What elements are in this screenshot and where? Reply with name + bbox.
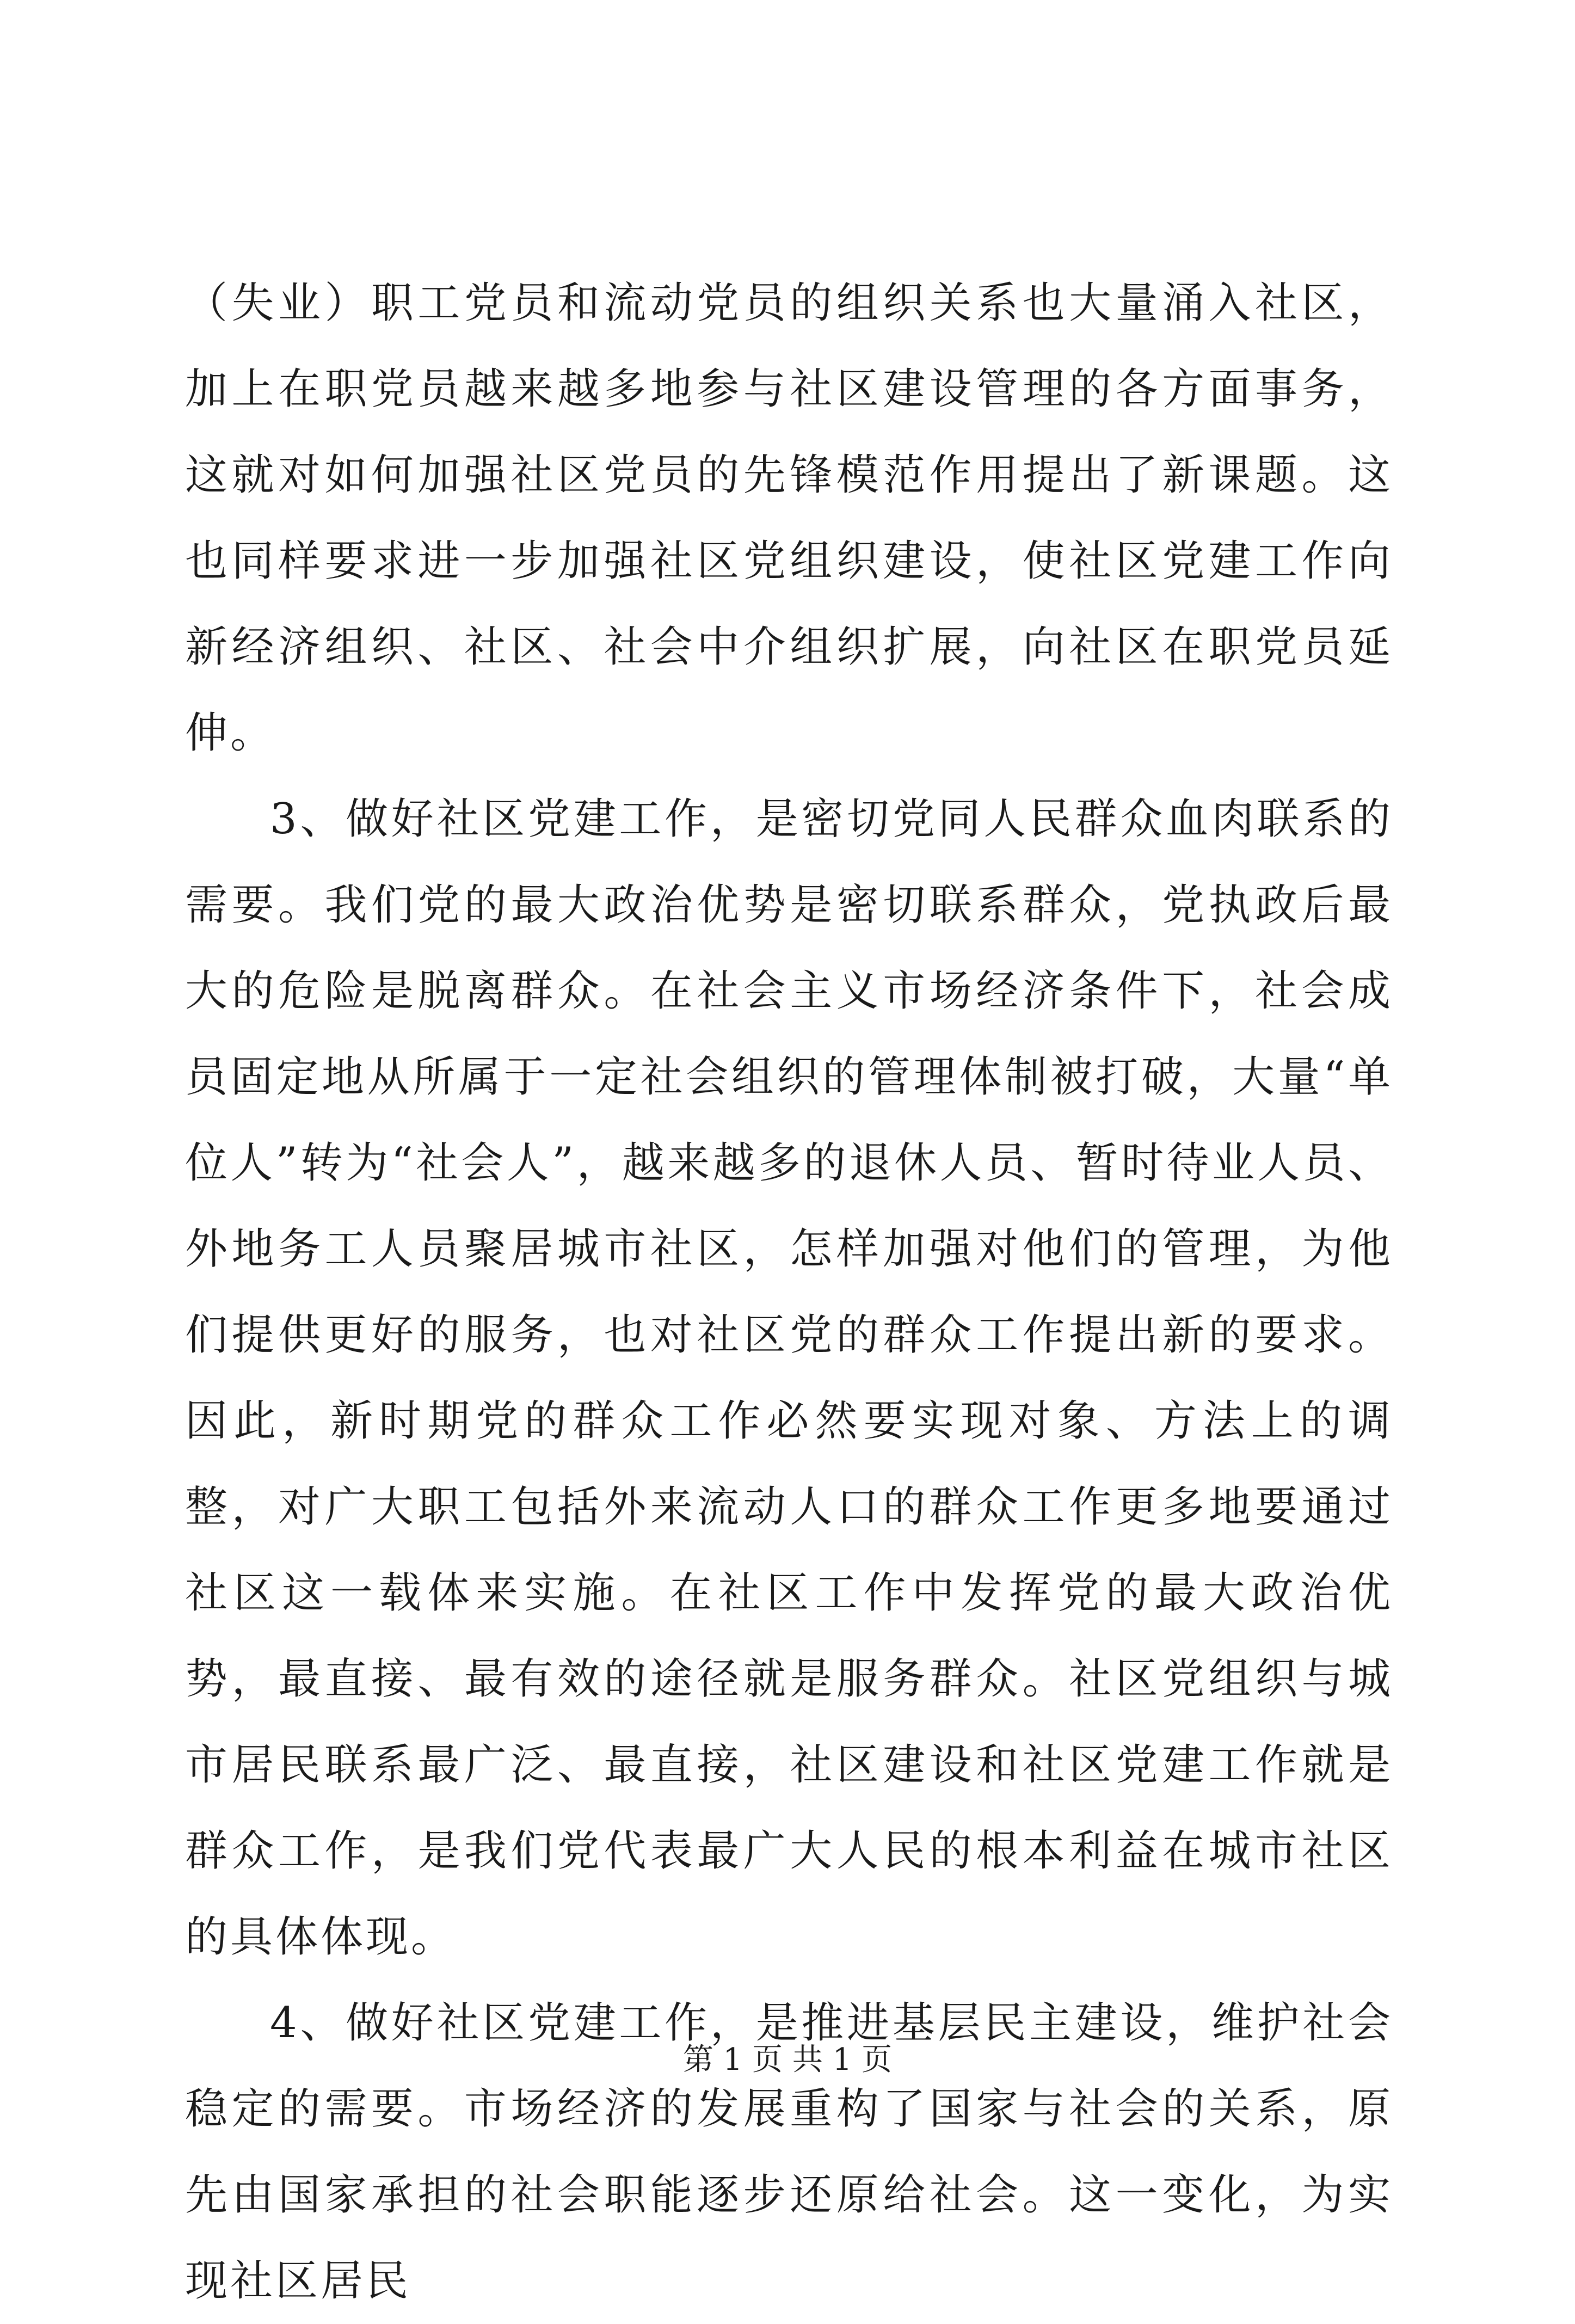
paragraph-point-3: 3、做好社区党建工作，是密切党同人民群众血肉联系的需要。我们党的最大政治优势是密切联系群众，党执政后最大的危险是脱离群众。在社会主义市场经济条件下，社会成员固定地从所属于一定社会组织的管理体制被打破，大量“单位人”转为“社会人”，越来越多的退休人员、暂时待业人员、外地务工人员聚居城市社区，怎样加强对他们的管理，为他们提供更好的服务，也对社区党的群众工作提出新的要求。因此，新时期党的群众工作必然要实现对象、方法上的调整，对广大职工包括外来流动人口的群众工作更多地要通过社区这一载体来实施。在社区工作中发挥党的最大政治优势，最直接、最有效的途径就是服务群众。社区党组织与城市居民联系最广泛、最直接，社区建设和社区党建工作就是群众工作，是我们党代表最广大人民的根本利益在城市社区的具体体现。 [185,795,1393,1962]
paragraph-point-4: 4、做好社区党建工作，是推进基层民主建设，维护社会稳定的需要。市场经济的发展重构了国家与社会的关系，原先由国家承担的社会职能逐步还原给社会。这一变化，为实现社区居民 [185,1999,1393,2305]
paragraph-continuation: （失业）职工党员和流动党员的组织关系也大量涌入社区，加上在职党员越来越多地参与社区建设管理的各方面事务，这就对如何加强社区党员的先锋模范作用提出了新课题。这也同样要求进一步加强社区党组织建设，使社区党建工作向新经济组织、社区、社会中介组织扩展，向社区在职党员延伸。 [185,279,1393,758]
document-body [185,260,1393,2324]
page-number-footer: 第 1 页 共 1 页 [682,2042,893,2077]
